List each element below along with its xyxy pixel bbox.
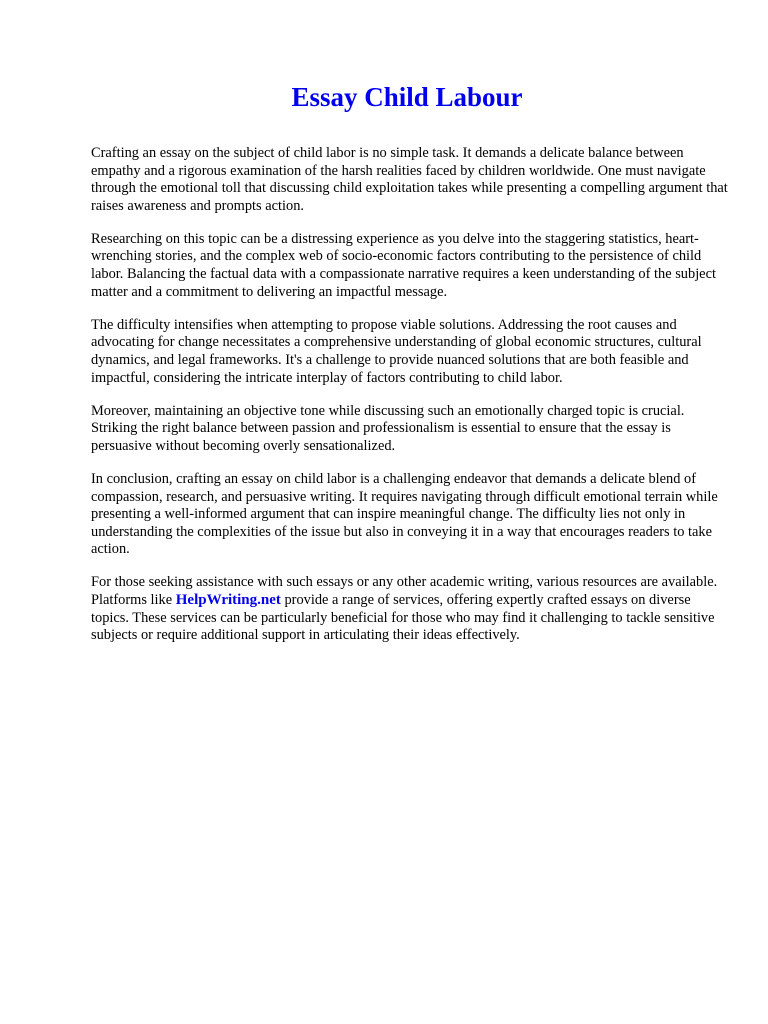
paragraph-intro: Crafting an essay on the subject of child labor is no simple task. It demands a delicate balance between empathy and a rigorous examination of the harsh realities faced by children worldwide. One must navigate through the emotional toll that discussing child exploitation takes while presenting a compelling argument that raises awareness and prompts action.	[91, 145, 728, 214]
helpwriting-link[interactable]: HelpWriting.net	[175, 591, 281, 608]
paragraph-solutions: The difficulty intensifies when attempting to propose viable solutions. Addressing the root causes and advocating for change necessitates a comprehensive understanding of global economic structures, cultural dynamics, and legal frameworks. It's a challenge to provide nuanced solutions that are both feasible and impactful, considering the intricate interplay of factors contributing to child labor.	[91, 316, 702, 386]
closing-text-before-link: For those seeking assistance with such essays or any other academic writing, various resources are available. Platforms like	[91, 574, 718, 608]
paragraph-conclusion: In conclusion, crafting an essay on child labor is a challenging endeavor that demands a delicate blend of compassion, research, and persuasive writing. It requires navigating through difficult emotional terrain while presenting a well-informed argument that can inspire meaningful change. The difficulty lies not only in understanding the complexities of the issue but also in conveying it in a way that encourages readers to take action.	[91, 470, 718, 558]
essay-body	[91, 145, 731, 660]
closing-text-after-link: provide a range of services, offering expertly crafted essays on diverse topics. These services can be particularly beneficial for those who may find it challenging to tackle sensitive subjects or require additional support in articulating their ideas effectively.	[91, 591, 715, 644]
paragraph-research: Researching on this topic can be a distressing experience as you delve into the staggering statistics, heart-wrenching stories, and the complex web of socio-economic factors contributing to the persistence of child labor. Balancing the factual data with a compassionate narrative requires a keen understanding of the subject matter and a commitment to delivering an impactful message.	[91, 230, 716, 300]
paragraph-tone: Moreover, maintaining an objective tone while discussing such an emotionally charged topic is crucial. Striking the right balance between passion and professionalism is essential to ensure that the essay is persuasive without becoming overly sensationalized.	[91, 402, 685, 454]
paragraph-closing	[91, 574, 731, 644]
page-title: Essay Child Labour	[291, 82, 523, 112]
